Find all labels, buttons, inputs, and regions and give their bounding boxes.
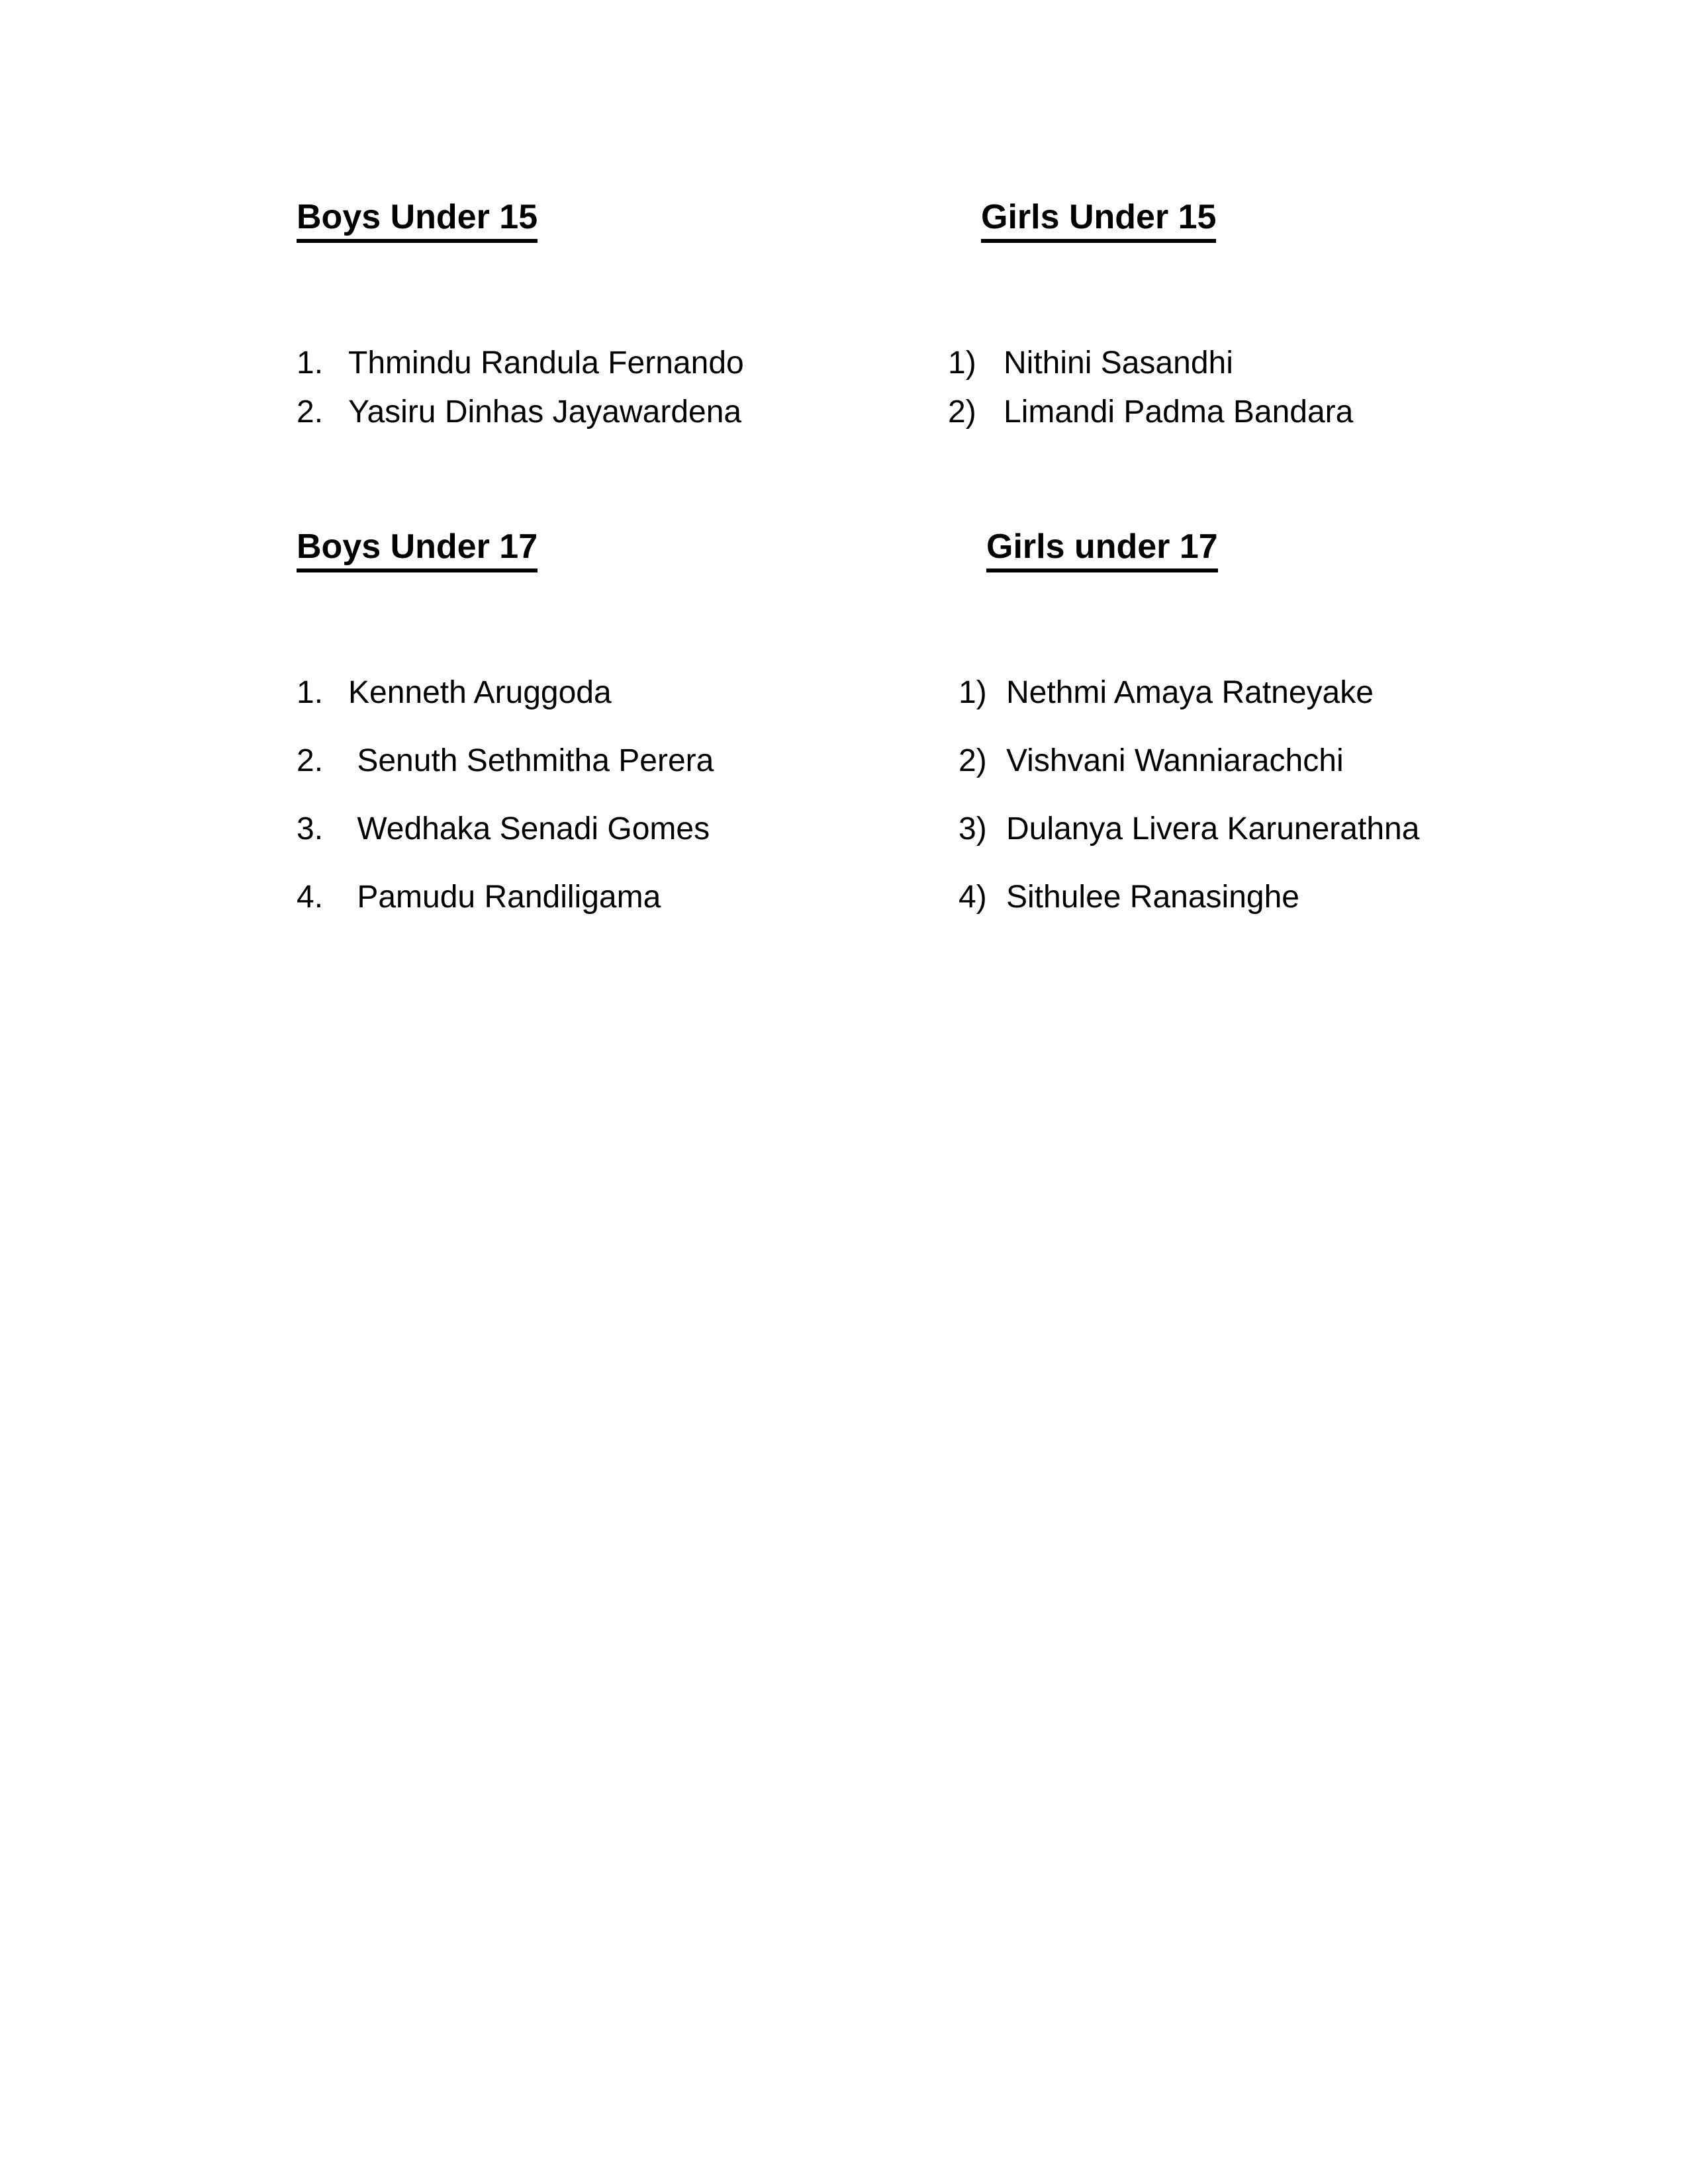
item-name: Vishvani Wanniarachchi	[1006, 743, 1344, 778]
item-marker: 1.	[297, 675, 324, 710]
item-name: Senuth Sethmitha Perera	[348, 743, 714, 778]
item-name: Sithulee Ranasinghe	[1006, 880, 1299, 915]
item-marker: 3.	[297, 811, 324, 846]
player-list-girls-under-17	[959, 673, 1419, 917]
list-item	[297, 673, 714, 713]
section-heading-girls-under-15	[981, 199, 1353, 243]
item-marker: 4.	[297, 880, 324, 915]
list-item	[959, 741, 1419, 781]
item-marker: 2)	[959, 743, 987, 778]
list-item	[959, 673, 1419, 713]
section-boys-under-17	[297, 528, 714, 946]
item-marker: 1)	[948, 345, 976, 381]
item-marker: 1)	[959, 675, 987, 710]
heading-text: Girls Under 15	[981, 199, 1216, 243]
list-item	[959, 878, 1419, 917]
list-item	[297, 878, 714, 917]
list-item	[297, 809, 714, 849]
item-name: Dulanya Livera Karunerathna	[1006, 811, 1420, 846]
section-boys-under-15	[297, 199, 744, 441]
heading-text: Boys Under 15	[297, 199, 538, 243]
item-marker: 4)	[959, 880, 987, 915]
item-name: Limandi Padma Bandara	[1004, 394, 1354, 430]
section-girls-under-17	[959, 528, 1419, 946]
item-marker: 3)	[959, 811, 987, 846]
item-name: Nithini Sasandhi	[1004, 345, 1233, 381]
heading-text: Girls under 17	[986, 528, 1218, 572]
list-item	[948, 343, 1353, 383]
player-list-boys-under-15	[297, 343, 744, 432]
section-heading-boys-under-15	[297, 199, 744, 243]
section-girls-under-15	[948, 199, 1353, 441]
section-heading-girls-under-17	[986, 528, 1419, 572]
item-name: Yasiru Dinhas Jayawardena	[348, 394, 742, 430]
section-heading-boys-under-17	[297, 528, 714, 572]
player-list-boys-under-17	[297, 673, 714, 917]
item-name: Thmindu Randula Fernando	[348, 345, 744, 381]
item-marker: 2.	[297, 394, 324, 430]
list-item	[959, 809, 1419, 849]
item-name: Kenneth Aruggoda	[348, 675, 612, 710]
item-name: Pamudu Randiligama	[348, 880, 661, 915]
item-name: Wedhaka Senadi Gomes	[348, 811, 710, 846]
list-item	[297, 343, 744, 383]
heading-text: Boys Under 17	[297, 528, 538, 572]
list-item	[948, 392, 1353, 432]
player-list-girls-under-15	[948, 343, 1353, 432]
item-marker: 2)	[948, 394, 976, 430]
item-marker: 2.	[297, 743, 324, 778]
list-item	[297, 392, 744, 432]
item-name: Nethmi Amaya Ratneyake	[1006, 675, 1374, 710]
item-marker: 1.	[297, 345, 324, 381]
list-item	[297, 741, 714, 781]
